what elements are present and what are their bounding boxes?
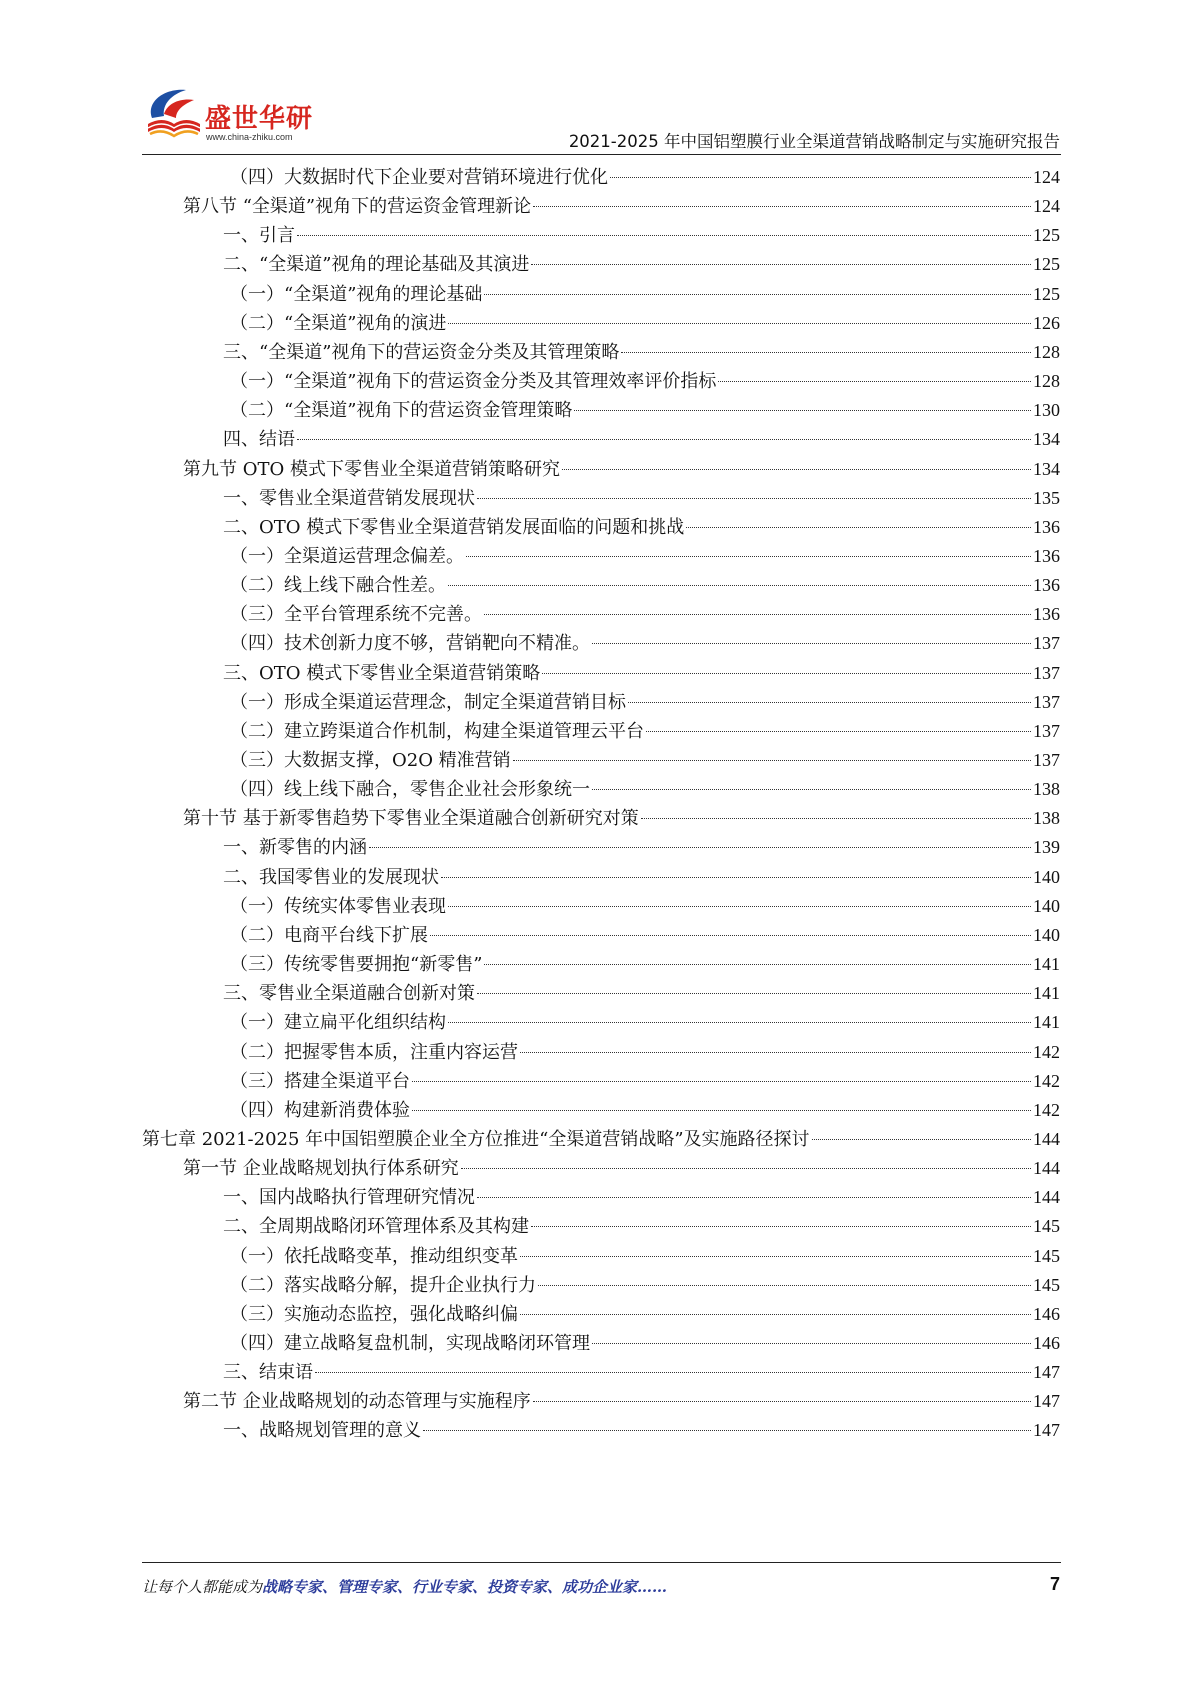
toc-entry-title: 一、战略规划管理的意义	[223, 1420, 421, 1442]
toc-entry[interactable]	[230, 1270, 1060, 1301]
toc-leader-dots	[531, 1226, 1031, 1227]
toc-entry-page: 135	[1033, 487, 1060, 508]
toc-leader-dots	[574, 410, 1031, 411]
toc-entry-title: 二、OTO 模式下零售业全渠道营销发展面临的问题和挑战	[223, 516, 685, 538]
toc-entry-page: 137	[1033, 633, 1060, 654]
toc-entry[interactable]	[223, 832, 1060, 863]
toc-leader-dots	[441, 877, 1031, 878]
toc-leader-dots	[484, 614, 1031, 615]
toc-entry[interactable]	[230, 395, 1060, 426]
toc-leader-dots	[542, 673, 1031, 674]
toc-entry-page: 146	[1033, 1303, 1060, 1324]
toc-entry-page: 147	[1033, 1362, 1060, 1383]
toc-leader-dots	[520, 1052, 1031, 1053]
toc-entry[interactable]	[230, 891, 1060, 922]
toc-leader-dots	[448, 1022, 1031, 1023]
toc-entry[interactable]	[223, 249, 1060, 280]
toc-entry-title: （一）全渠道运营理念偏差。	[230, 545, 464, 567]
toc-entry-page: 145	[1033, 1216, 1060, 1237]
toc-leader-dots	[533, 206, 1031, 207]
toc-entry[interactable]	[223, 1415, 1060, 1446]
toc-entry[interactable]	[230, 716, 1060, 747]
toc-entry[interactable]	[230, 1299, 1060, 1330]
toc-leader-dots	[646, 731, 1031, 732]
toc-entry-title: （一）“全渠道”视角下的营运资金分类及其管理效率评价指标	[230, 371, 717, 393]
toc-entry-title: 三、结束语	[223, 1362, 313, 1384]
toc-leader-dots	[592, 789, 1031, 790]
toc-entry-title: （三）实施动态监控，强化战略纠偏	[230, 1303, 518, 1325]
toc-leader-dots	[718, 381, 1031, 382]
toc-entry-page: 125	[1033, 254, 1060, 275]
toc-entry[interactable]	[223, 220, 1060, 251]
toc-leader-dots	[538, 1285, 1031, 1286]
toc-entry-title: （四）线上线下融合，零售企业社会形象统一	[230, 779, 590, 801]
toc-entry-page: 141	[1033, 983, 1060, 1004]
toc-leader-dots	[369, 847, 1031, 848]
toc-entry[interactable]	[223, 862, 1060, 893]
toc-entry-page: 140	[1033, 924, 1060, 945]
toc-entry-title: 第八节 “全渠道”视角下的营运资金管理新论	[183, 196, 532, 218]
toc-entry-page: 137	[1033, 662, 1060, 683]
toc-entry-title: （二）建立跨渠道合作机制，构建全渠道管理云平台	[230, 720, 644, 742]
toc-entry[interactable]	[223, 978, 1060, 1009]
toc-entry-title: （四）大数据时代下企业要对营销环境进行优化	[230, 167, 608, 188]
toc-entry[interactable]	[230, 949, 1060, 980]
toc-entry[interactable]	[223, 1357, 1060, 1388]
toc-entry-title: 三、零售业全渠道融合创新对策	[223, 983, 475, 1005]
toc-entry-title: 第二节 企业战略规划的动态管理与实施程序	[183, 1391, 531, 1413]
toc-entry[interactable]	[230, 1095, 1060, 1126]
toc-entry-page: 142	[1033, 1041, 1060, 1062]
toc-entry-title: 第九节 OTO 模式下零售业全渠道营销策略研究	[183, 458, 560, 480]
toc-leader-dots	[412, 1110, 1031, 1111]
toc-entry[interactable]	[223, 1211, 1060, 1242]
toc-entry[interactable]	[223, 483, 1060, 514]
toc-leader-dots	[466, 556, 1031, 557]
toc-leader-dots	[461, 1168, 1031, 1169]
toc-leader-dots	[533, 1401, 1031, 1402]
toc-entry-title: 第七章 2021-2025 年中国铝塑膜企业全方位推进“全渠道营销战略”及实施路径探讨	[142, 1128, 810, 1150]
toc-entry-page: 137	[1033, 720, 1060, 741]
toc-entry-page: 136	[1033, 575, 1060, 596]
toc-entry[interactable]	[230, 366, 1060, 397]
toc-entry-title: （三）搭建全渠道平台	[230, 1070, 410, 1092]
toc-entry-page: 144	[1033, 1187, 1060, 1208]
toc-leader-dots	[562, 469, 1031, 470]
toc-entry-page: 147	[1033, 1420, 1060, 1441]
toc-entry-page: 145	[1033, 1245, 1060, 1266]
toc-entry-title: 二、我国零售业的发展现状	[223, 866, 439, 888]
toc-leader-dots	[448, 585, 1031, 586]
footer-slogan	[142, 1576, 667, 1597]
toc-leader-dots	[520, 1256, 1031, 1257]
toc-leader-dots	[513, 760, 1031, 761]
toc-entry-title: （三）全平台管理系统不完善。	[230, 604, 482, 626]
toc-leader-dots	[628, 702, 1031, 703]
toc-leader-dots	[686, 527, 1031, 528]
toc-leader-dots	[315, 1372, 1031, 1373]
toc-leader-dots	[520, 1314, 1031, 1315]
page-number: 7	[1049, 1574, 1060, 1594]
toc-entry-page: 124	[1033, 196, 1060, 217]
toc-leader-dots	[610, 177, 1031, 178]
toc-entry-title: （四）技术创新力度不够，营销靶向不精准。	[230, 633, 590, 655]
toc-entry[interactable]	[223, 337, 1060, 368]
toc-leader-dots	[592, 643, 1031, 644]
toc-entry[interactable]	[223, 424, 1060, 455]
toc-entry-title: 二、“全渠道”视角的理论基础及其演进	[223, 254, 530, 276]
header-divider	[142, 154, 1061, 155]
toc-entry-title: （三）大数据支撑，O2O 精准营销	[230, 750, 511, 771]
toc-entry-title: （二）把握零售本质，注重内容运营	[230, 1041, 518, 1063]
toc-entry-title: （二）“全渠道”视角的演进	[230, 312, 447, 334]
toc-entry-title: 第一节 企业战略规划执行体系研究	[183, 1158, 459, 1180]
toc-entry-page: 134	[1033, 458, 1060, 479]
toc-leader-dots	[484, 964, 1031, 965]
toc-leader-dots	[641, 818, 1031, 819]
toc-entry-page: 128	[1033, 371, 1060, 392]
toc-entry-title: （一）“全渠道”视角的理论基础	[230, 283, 483, 305]
toc-entry-page: 136	[1033, 545, 1060, 566]
toc-entry-page: 137	[1033, 750, 1060, 770]
toc-entry-title: （四）构建新消费体验	[230, 1099, 410, 1121]
toc-leader-dots	[412, 1081, 1031, 1082]
toc-entry-title: （二）“全渠道”视角下的营运资金管理策略	[230, 400, 573, 422]
toc-entry[interactable]	[230, 308, 1060, 339]
toc-leader-dots	[430, 935, 1031, 936]
toc-entry-page: 136	[1033, 516, 1060, 537]
toc-entry-page: 145	[1033, 1274, 1060, 1295]
toc-entry-title: （二）线上线下融合性差。	[230, 575, 446, 597]
toc-entry-title: （三）传统零售要拥抱“新零售”	[230, 954, 483, 976]
toc-leader-dots	[477, 993, 1031, 994]
toc-entry-page: 138	[1033, 808, 1060, 829]
toc-entry[interactable]	[230, 1328, 1060, 1359]
toc-entry-title: 二、全周期战略闭环管理体系及其构建	[223, 1216, 529, 1238]
toc-entry[interactable]	[230, 279, 1060, 310]
toc-entry-page: 128	[1033, 341, 1060, 362]
toc-entry-title: 一、国内战略执行管理研究情况	[223, 1187, 475, 1209]
toc-entry-page: 137	[1033, 691, 1060, 712]
toc-entry-title: 一、引言	[223, 225, 295, 247]
toc-leader-dots	[531, 264, 1031, 265]
toc-entry-page: 144	[1033, 1158, 1060, 1179]
toc-leader-dots	[592, 1343, 1031, 1344]
toc-entry[interactable]	[183, 803, 1060, 834]
toc-entry-title: （一）传统实体零售业表现	[230, 895, 446, 917]
toc-entry[interactable]	[230, 687, 1060, 718]
toc-entry[interactable]	[230, 1037, 1060, 1068]
toc-entry-page: 146	[1033, 1333, 1060, 1353]
toc-entry-title: 三、“全渠道”视角下的营运资金分类及其管理策略	[223, 341, 620, 363]
toc-entry-page: 130	[1033, 400, 1060, 421]
toc-entry-page: 144	[1033, 1128, 1060, 1149]
toc-entry-title: （一）依托战略变革，推动组织变革	[230, 1245, 518, 1267]
toc-entry[interactable]	[230, 745, 1060, 776]
toc-leader-dots	[621, 352, 1031, 353]
toc-entry[interactable]	[223, 658, 1060, 689]
toc-entry-title: 四、结语	[223, 429, 295, 451]
toc-entry-page: 134	[1033, 429, 1060, 450]
toc-entry[interactable]	[230, 1007, 1060, 1038]
toc-entry-title: （四）建立战略复盘机制，实现战略闭环管理	[230, 1333, 590, 1354]
toc-entry-page: 125	[1033, 283, 1060, 304]
toc-entry[interactable]	[183, 191, 1060, 222]
toc-entry[interactable]	[230, 774, 1060, 805]
toc-entry[interactable]	[230, 570, 1060, 601]
company-logo	[142, 84, 312, 150]
toc-leader-dots	[484, 294, 1031, 295]
toc-leader-dots	[477, 498, 1031, 499]
logo-book-icon	[142, 84, 208, 144]
toc-entry-title: （二）落实战略分解，提升企业执行力	[230, 1274, 536, 1296]
toc-entry-page: 124	[1033, 167, 1060, 187]
footer-divider	[142, 1562, 1061, 1563]
toc-entry[interactable]	[230, 162, 1060, 193]
toc-entry[interactable]	[230, 628, 1060, 659]
toc-leader-dots	[297, 235, 1031, 236]
toc-entry-title: 一、新零售的内涵	[223, 837, 367, 859]
toc-leader-dots	[477, 1197, 1031, 1198]
toc-entry[interactable]	[223, 512, 1060, 543]
toc-entry-page: 138	[1033, 779, 1060, 800]
toc-entry-page: 147	[1033, 1391, 1060, 1412]
toc-entry[interactable]	[230, 1066, 1060, 1097]
footer-slogan-prefix: 让每个人都能成为	[142, 1578, 263, 1596]
toc-entry-page: 125	[1033, 225, 1060, 246]
toc-entry[interactable]	[230, 541, 1060, 572]
toc-entry-page: 141	[1033, 1012, 1060, 1033]
toc-entry-title: 一、零售业全渠道营销发展现状	[223, 487, 475, 509]
toc-entry[interactable]	[183, 1153, 1060, 1184]
toc-entry-title: （二）电商平台线下扩展	[230, 924, 428, 946]
toc-entry-page: 140	[1033, 866, 1060, 887]
toc-entry-title: 第十节 基于新零售趋势下零售业全渠道融合创新研究对策	[183, 808, 639, 830]
toc-entry-page: 140	[1033, 895, 1060, 916]
toc-entry[interactable]	[183, 454, 1060, 485]
toc-entry[interactable]	[230, 920, 1060, 951]
toc-leader-dots	[297, 439, 1031, 440]
toc-leader-dots	[423, 1430, 1031, 1431]
logo-url: www.china-zhiku.com	[206, 132, 293, 142]
toc-entry-page: 142	[1033, 1070, 1060, 1091]
toc-entry[interactable]	[223, 1182, 1060, 1213]
page-header	[0, 0, 1191, 160]
toc-entry-title: （一）形成全渠道运营理念，制定全渠道营销目标	[230, 691, 626, 713]
toc-entry-title: （一）建立扁平化组织结构	[230, 1012, 446, 1034]
toc-entry[interactable]	[230, 1241, 1060, 1272]
toc-entry-title: 三、OTO 模式下零售业全渠道营销策略	[223, 662, 541, 684]
footer-slogan-highlight: 战略专家、管理专家、行业专家、投资专家、成功企业家……	[262, 1578, 668, 1596]
toc-entry-page: 139	[1033, 837, 1060, 858]
toc-leader-dots	[448, 906, 1031, 907]
toc-entry[interactable]	[230, 599, 1060, 630]
toc-leader-dots	[448, 323, 1031, 324]
report-title: 2021-2025 年中国铝塑膜行业全渠道营销战略制定与实施研究报告	[568, 132, 1060, 151]
toc-entry-page: 142	[1033, 1099, 1060, 1120]
toc-leader-dots	[812, 1139, 1031, 1140]
toc-entry[interactable]	[183, 1386, 1060, 1417]
logo-name: 盛世华研	[205, 104, 314, 134]
toc-entry-page: 126	[1033, 312, 1060, 333]
toc-entry[interactable]	[142, 1124, 1060, 1155]
toc-entry-page: 136	[1033, 604, 1060, 625]
toc-entry-page: 141	[1033, 954, 1060, 975]
